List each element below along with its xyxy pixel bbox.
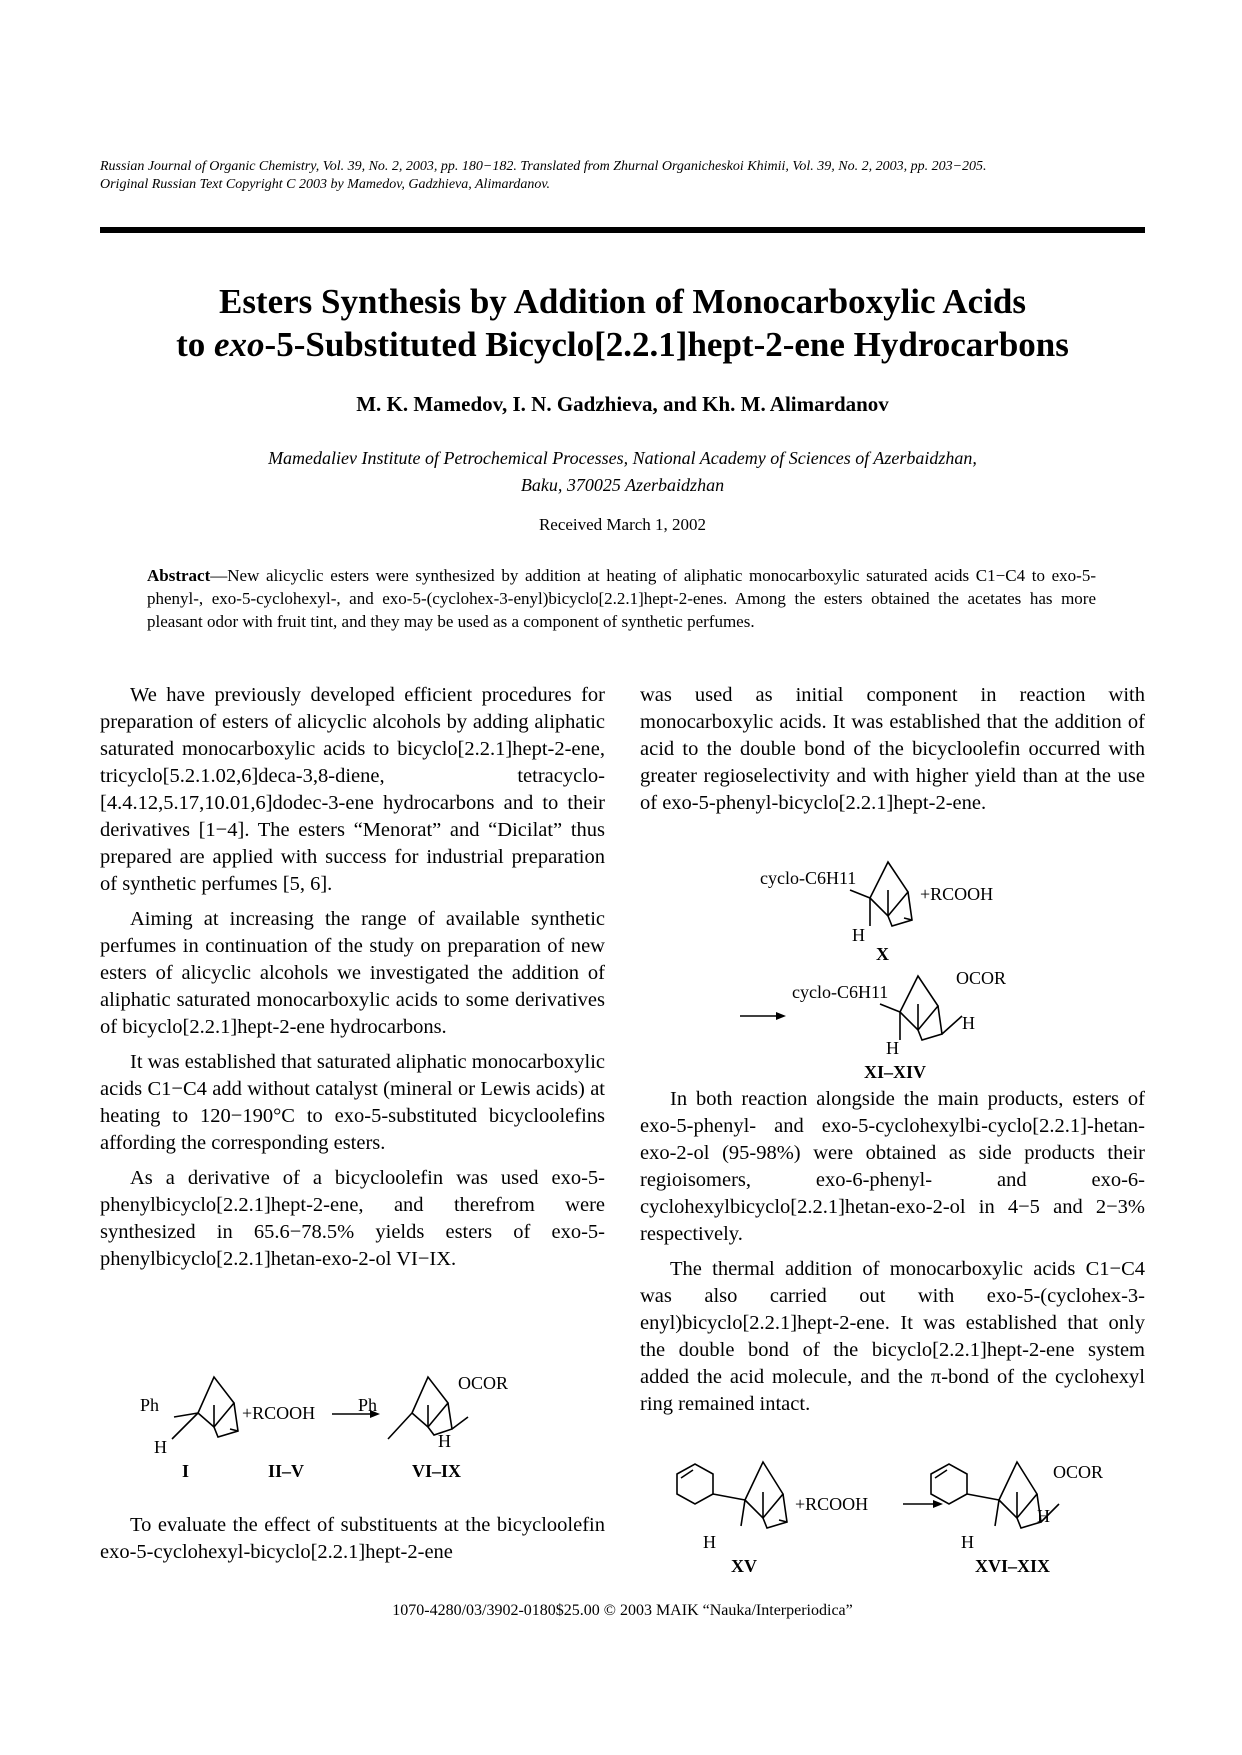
scheme-3-reaction <box>665 1448 1125 1578</box>
reagent-label-3: +RCOOH <box>795 1494 869 1514</box>
compound-label-II-V: II–V <box>268 1461 305 1481</box>
title-italic: exo <box>214 325 265 364</box>
left-column <box>100 682 605 1281</box>
compound-label-VI-IX: VI–IX <box>412 1461 462 1481</box>
right-column-continued <box>640 1086 1145 1426</box>
right-paragraph-1: was used as initial component in reaction with monocarboxylic acids. It was established that the addition of acid to the double bond of the bicycloolefin occurred with greater regioselectivity and with higher yield than at the use of exo-5-phenyl-bicyclo[2.2.1]hept-2-ene. <box>640 684 1145 814</box>
affiliation <box>100 445 1145 499</box>
affiliation-line-1: Mamedaliev Institute of Petrochemical Processes, National Academy of Sciences of Azerbaidzhan, <box>268 448 977 468</box>
left-column-continued <box>100 1512 605 1574</box>
compound-label-X: X <box>876 944 889 964</box>
authors: M. K. Mamedov, I. N. Gadzhieva, and Kh. M. Alimardanov <box>356 392 889 416</box>
ph-label-2: Ph <box>358 1395 378 1415</box>
h-label-1: H <box>154 1437 167 1457</box>
journal-citation <box>100 158 1145 194</box>
left-paragraph-1: We have previously developed efficient procedures for preparation of esters of alicyclic alcohols by adding aliphatic saturated monocarboxylic acids to bicyclo[2.2.1]hept-2-ene, tricyclo[5.2.1.02,6]deca-3,8-diene, tetracyclo-[4.4.12,5.17,10.01,6]dodec-3-ene hydrocarbons and to their derivatives [1−4]. The esters “Menorat” and “Dicilat” thus prepared are applied with success for industrial preparation of synthetic perfumes [5, 6]. <box>100 684 605 895</box>
h-label-4: H <box>962 1013 975 1033</box>
reagent-label-2: +RCOOH <box>920 884 994 904</box>
h-label-2: H <box>438 1431 451 1451</box>
title-line-2 <box>100 323 1145 366</box>
ph-label-1: Ph <box>140 1395 160 1415</box>
arrowhead-2 <box>776 1012 786 1020</box>
left-paragraph-2: Aiming at increasing the range of available synthetic perfumes in continuation of the study on preparation of new esters of alicyclic alcohols we investigated the addition of aliphatic saturated monocarboxylic acids to some derivatives of bicyclo[2.2.1]hept-2-ene hydrocarbons. <box>100 908 605 1038</box>
right-paragraph-3: The thermal addition of monocarboxylic acids C1−C4 was also carried out with exo-5-(cyclohex-3-enyl)bicyclo[2.2.1]hept-2-ene. It was established that only the double bond of the bicyclo[2.2.1]hept-2-ene system added the acid molecule, and the π-bond of the cyclohexyl ring remained intact. <box>640 1258 1145 1415</box>
scheme-1-reaction <box>130 1365 560 1487</box>
received-date: Received March 1, 2002 <box>538 515 707 534</box>
ocor-label-3: OCOR <box>1053 1462 1104 1482</box>
title-suffix: -5-Substituted Bicyclo[2.2.1]hept-2-ene Hydrocarbons <box>264 325 1069 364</box>
h-label-6: H <box>703 1532 716 1552</box>
affiliation-line-2: Baku, 370025 Azerbaidzhan <box>520 475 725 495</box>
compound-label-I: I <box>182 1461 190 1481</box>
citation-line-1: Russian Journal of Organic Chemistry, Vol. 39, No. 2, 2003, pp. 180−182. Translated from Zhurnal Organicheskoi Khimii, Vol. 39, No. 2, 2003, pp. 203−205. <box>100 159 987 174</box>
abstract-label: Abstract <box>147 566 211 585</box>
abstract-text: —New alicyclic esters were synthesized by addition at heating of aliphatic monocarboxylic saturated acids C1−C4 to exo-5-phenyl-, exo-5-cyclohexyl-, and exo-5-(cyclohex-3-enyl)bicyclo[2.2.1]hept-2-enes. Among the esters obtained the acetates has more pleasant odor with fruit tint, and they may be used as a component of synthetic perfumes. <box>147 566 1096 631</box>
title-line-1: Esters Synthesis by Addition of Monocarboxylic Acids <box>218 282 1027 321</box>
right-paragraph-2: In both reaction alongside the main products, esters of exo-5-phenyl- and exo-5-cyclohexylbi-cyclo[2.2.1]-hetan-exo-2-ol (95-98%) were obtained as side products their regioisomers, exo-6-phenyl- and exo-6-cyclohexylbicyclo[2.2.1]hetan-exo-2-ol in 4−5 and 2−3% respectively. <box>640 1088 1145 1245</box>
ester-structure-XI-XIV <box>880 976 962 1040</box>
abstract <box>147 564 1096 633</box>
cyclohexenyl-norbornene-XV <box>677 1462 787 1528</box>
left-paragraph-4: As a derivative of a bicycloolefin was used exo-5-phenylbicyclo[2.2.1]hept-2-ene, and therefrom were synthesized in 65.6−78.5% yields esters of exo-5-phenylbicyclo[2.2.1]hetan-exo-2-ol VI−IX. <box>100 1167 605 1270</box>
cyclohexyl-label-1: cyclo-C6H11 <box>760 868 857 888</box>
compound-label-XI-XIV: XI–XIV <box>864 1062 927 1082</box>
right-column <box>640 682 1145 825</box>
reagent-label-1: +RCOOH <box>242 1403 316 1423</box>
h-label-7: H <box>1037 1506 1050 1526</box>
norbornene-structure-I <box>172 1377 238 1439</box>
citation-line-2: Original Russian Text Copyright C 2003 by Mamedov, Gadzhieva, Alimardanov. <box>100 177 551 192</box>
header-rule <box>100 227 1145 233</box>
h-label-5: H <box>886 1038 899 1058</box>
compound-label-XVI-XIX: XVI–XIX <box>975 1556 1051 1576</box>
scheme-2-reaction <box>700 848 1060 1086</box>
h-label-3: H <box>852 925 865 945</box>
footer-copyright: 1070-4280/03/3902-0180$25.00 © 2003 MAIK “Nauka/Interperiodica” <box>392 1602 853 1619</box>
cyclohexyl-label-2: cyclo-C6H11 <box>792 982 889 1002</box>
article-title <box>100 280 1145 366</box>
ester-structure-VI-IX <box>388 1377 468 1439</box>
h-label-8: H <box>961 1532 974 1552</box>
ocor-label-1: OCOR <box>458 1373 509 1393</box>
left-paragraph-5: To evaluate the effect of substituents at the bicycloolefin exo-5-cyclohexyl-bicyclo[2.2.1]hept-2-ene <box>100 1514 605 1563</box>
arrowhead-3 <box>933 1500 943 1508</box>
ocor-label-2: OCOR <box>956 968 1007 988</box>
norbornene-structure-X <box>850 862 912 926</box>
compound-label-XV: XV <box>731 1556 757 1576</box>
title-prefix: to <box>176 325 214 364</box>
left-paragraph-3: It was established that saturated aliphatic monocarboxylic acids C1−C4 add without catalyst (mineral or Lewis acids) at heating to 120−190°C to exo-5-substituted bicycloolefins affording the corresponding esters. <box>100 1051 605 1154</box>
